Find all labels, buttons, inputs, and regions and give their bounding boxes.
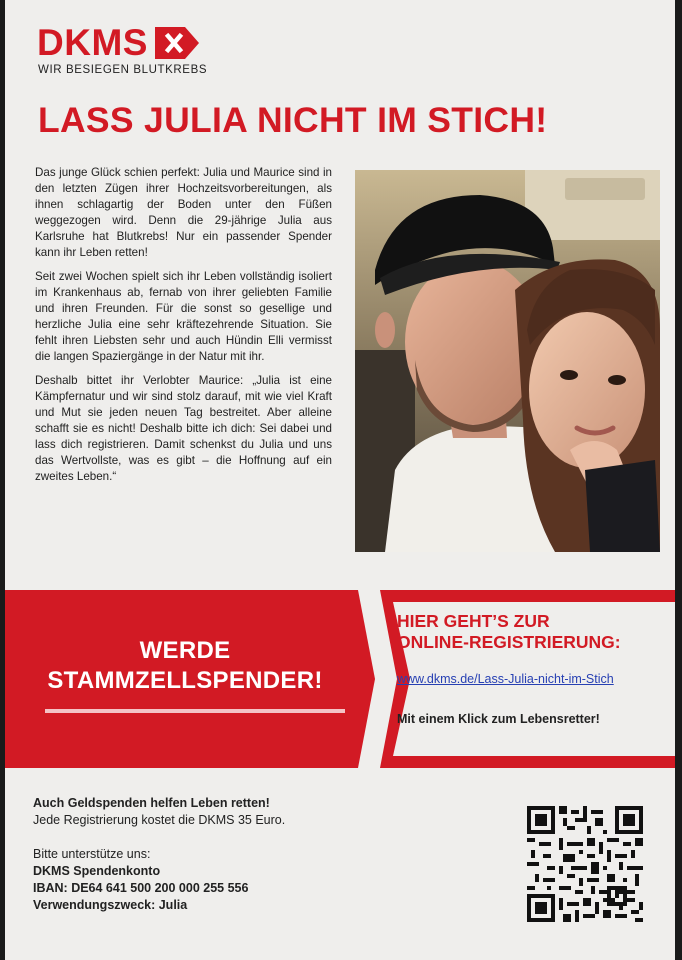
qr-code[interactable] <box>527 806 643 922</box>
cta-line-2: STAMMZELLSPENDER! <box>47 667 323 694</box>
donation-purpose: Verwendungszweck: Julia <box>33 898 188 912</box>
logo-x-icon <box>155 27 199 59</box>
logo-wordmark: DKMS <box>37 22 148 63</box>
donation-account: DKMS Spendenkonto <box>33 864 161 878</box>
donor-call-to-action <box>25 636 345 696</box>
story-paragraph: Deshalb bittet ihr Verlobter Maurice: „Julia ist eine Kämpfernatur und wir sind stolz darauf, mit wie viel Kraft und Mut sie jeden neuen Tag bestreitet. Aber alleine schafft sie es nicht! Deshalb bitte ich dich: Sei dabei und lass dich registrieren. Damit schenkst du Julia und uns das Wertvollste, was es gibt – die Hoffnung auf ein zweites Leben.“ <box>35 374 332 483</box>
story-paragraph: Seit zwei Wochen spielt sich ihr Leben vollständig isoliert im Krankenhaus ab, fernab von ihrer geliebten Familie und ihren Freunden. Für die sonst so gesellige und herzliche Julia eine sehr kräftezehrende Situation. Sie fehlt ihren Liebsten sehr und auch Hündin Elli vermisst die langen Spaziergänge in der Natur mit ihr. <box>35 270 332 363</box>
donation-info <box>33 795 285 914</box>
page-title: LASS JULIA NICHT IM STICH! <box>38 100 548 140</box>
couple-photo <box>355 170 660 552</box>
logo-tagline: WIR BESIEGEN BLUTKREBS <box>38 64 208 76</box>
registration-link[interactable]: www.dkms.de/Lass-Julia-nicht-im-Stich <box>397 672 614 686</box>
donation-iban: IBAN: DE64 641 500 200 000 255 556 <box>33 881 249 895</box>
cta-line-1: WERDE <box>139 637 231 664</box>
donation-cost: Jede Registrierung kostet die DKMS 35 Euro. <box>33 813 286 827</box>
flyer-page <box>5 0 675 960</box>
story-text <box>35 165 332 493</box>
story-paragraph: Das junge Glück schien perfekt: Julia und Maurice sind in den letzten Zügen ihrer Hochzeitsvorbereitungen, als ihnen schlagartig der Boden unter den Füßen weggezogen wird. Denn die 29-jährige Julia aus Karlsruhe hat Blutkrebs! Nur ein passender Spender kann ihr Leben retten! <box>35 166 332 259</box>
donation-heading: Auch Geldspenden helfen Leben retten! <box>33 796 270 810</box>
registration-note: Mit einem Klick zum Lebensretter! <box>397 712 600 726</box>
registration-heading: HIER GEHT’S ZUR ONLINE-REGISTRIERUNG: <box>397 611 621 652</box>
donation-ask: Bitte unterstütze uns: <box>33 847 151 861</box>
